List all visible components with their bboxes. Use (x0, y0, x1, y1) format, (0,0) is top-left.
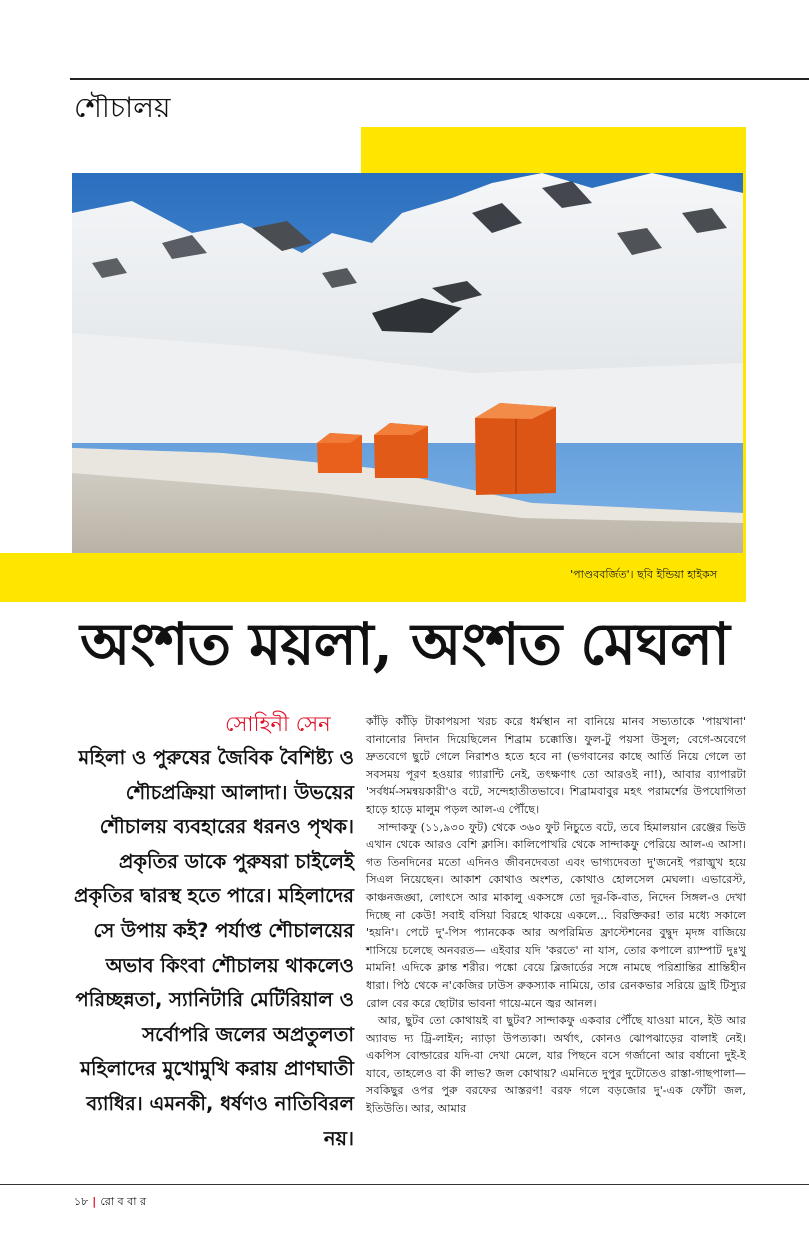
page-number: ১৮ (74, 1195, 89, 1208)
yellow-band-right (743, 127, 746, 602)
top-rule (70, 78, 809, 80)
author-byline: সোহিনী সেন (225, 712, 331, 736)
tent-large (475, 403, 556, 495)
tent-small (317, 433, 362, 473)
article-body (366, 713, 746, 1118)
hero-photo (72, 173, 743, 553)
body-paragraph: আর, ছুটব তো কোথায়ই বা ছুটব? সান্দাকফু একবার পৌঁছে যাওয়া মানে, ইউ আর অ্যাবভ দ্য ট্রি-লাইন; ন্যাড়া উপত্যকা। অর্থাৎ, কোনও ঝোপঝাড়ের বালাই নেই। একপিস বোল্ডারের যদি-বা দেখা মেলে, যার পিছনে বসে গর্জানো আর বর্ষানো দুই-ই যাবে, তাহলেও বা কী লাভ? জল কোথায়? এমনিতে দুপুর দুটোতেও রাস্তা-গাছপালা— সবকিছুর ওপর পুরু বরফের আস্তরণ! বরফ গলে বড়জোর দু'-এক ফোঁটা জল, ইতিউতি। আর, আমার (366, 1014, 746, 1116)
body-paragraph: সান্দাকফু (১১,৯৩০ ফুট) থেকে ৩৬০ ফুট নিচুতে বটে, তবে হিমালয়ান রেঞ্জের ভিউ এখান থেকে আরও বেশি ক্লাসি। কালিপোখরি থেকে সান্দাকফু পেরিয়ে আল-এ আসা। গত তিনদিনের মতো এদিনও জীবনদেবতা এবং ভাগ্যদেবতা দু'জনেই পরাঙ্মুখ হয়ে সিএল নিয়েছেন। আকাশ কোথাও অংশত, কোথাও হোলসেল মেঘলা। এভারেস্ট, কাঞ্চনজঙ্ঘা, লোৎসে আর মাকালু একসঙ্গে তো দূর-কি-বাত, নিদেন সিঙ্গল-ও দেখা দিচ্ছে না কেউ! সবাই বসিয়া বিরহে থাকয়ে একলে... বিরক্তিকর! তার মধ্যে সকালে 'হয়নি'। পেটে দু'-পিস প্যানকেক আর অপরিমিত ফ্রাস্টেশনের বুদ্বুদ মৃদঙ্গ বাজিয়ে শাসিয়ে চলেছে অনবরত— এইবার যদি 'করতে' না যাস, তোর কপালে র‍্যাম্পাট দুঃখু মামনি! এদিকে ক্লান্ত শরীর। পঙ্কো বেয়ে ব্লিজার্ডের সঙ্গে নামছে পরিশ্রান্তির শ্রান্তিহীন ধারা। পিঠ থেকে ন'কেজির ঢাউস রুকস্যাক নামিয়ে, তার রেনকভার সরিয়ে ড্রাই টিস্যুর রোল বের করে ছোটার ভাবনা গায়ে-মনে জ্বর আনল। (366, 820, 746, 1010)
page-folio (74, 1193, 146, 1212)
footer-rule (0, 1184, 809, 1185)
pull-quote: মহিলা ও পুরুষের জৈবিক বৈশিষ্ট্য ও শৌচপ্রক্রিয়া আলাদা। উভয়ের শৌচালয় ব্যবহারের ধরনও পৃথক। প্রকৃতির ডাকে পুরুষরা চাইলেই প্রকৃতির দ্বারস্থ হতে পারে। মহিলাদের সে উপায় কই? পর্যাপ্ত শৌচালয়ের অভাব কিংবা শৌচালয় থাকলেও পরিচ্ছন্নতা, স্যানিটারি মেটিরিয়াল ও সর্বোপরি জলের অপ্রতুলতা মহিলাদের মুখোমুখি করায় প্রাণঘাতী ব্যাধির। এমনকী, ধর্ষণও নাতিবিরল নয়। (74, 746, 354, 1150)
headline: অংশত ময়লা, অংশত মেঘলা (80, 610, 729, 678)
section-title: শৌচালয় (74, 91, 171, 124)
yellow-band-top (361, 127, 746, 173)
folio-separator: | (92, 1195, 97, 1208)
photo-caption: 'পাণ্ডববর্জিত'। ছবি ইন্ডিয়া হাইকস (570, 568, 717, 581)
tent-medium (374, 423, 428, 478)
body-paragraph: কাঁড়ি কাঁড়ি টাকাপয়সা খরচ করে ধর্মস্থান না বানিয়ে মানব সভ্যতাকে 'পায়খানা' বানানোর নিদান দিয়েছিলেন শিব্রাম চক্কোত্তি। ফুল-টু পয়সা উসুল; বেগে-অবেগে দ্রুতবেগে ছুটে গেলে নিরাশও হতে হবে না (ভগবানের কাছে আর্তি নিয়ে গেলে তা সবসময় পূরণ হওয়ার গ্যারান্টি নেই, তৎক্ষণাৎ তো আরওই না!), আবার ব্যাপারটা 'সর্বধর্ম-সমন্বয়কারী'ও বটে, সন্দেহাতীতভাবে। শিব্রামবাবুর মহৎ পরামর্শের উপযোগিতা হাড়ে হাড়ে মালুম পড়ল আল-এ পৌঁছে। (366, 715, 746, 816)
magazine-name: রো ব বা র (100, 1195, 146, 1208)
